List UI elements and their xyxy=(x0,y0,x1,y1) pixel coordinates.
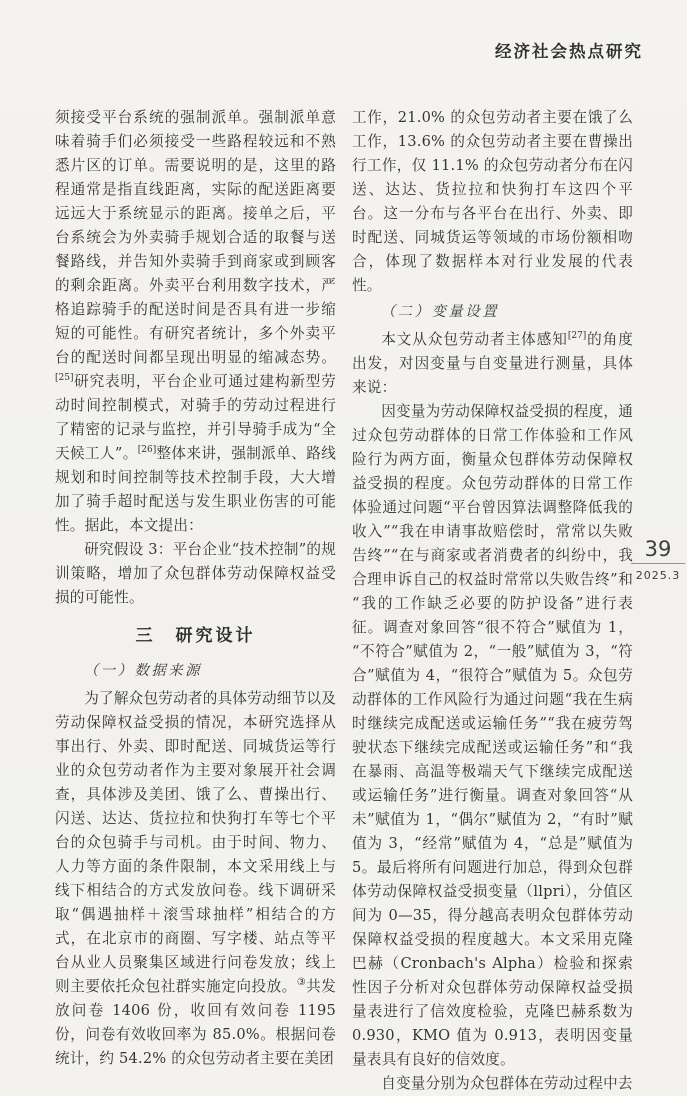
subsection-heading-variables: （二）变量设置 xyxy=(380,304,500,320)
subsection-heading-data-source: （一）数据来源 xyxy=(83,663,203,679)
paragraph-text: 本文从众包劳动者主体感知 xyxy=(381,331,568,348)
margin-divider xyxy=(631,563,685,564)
page-number: 39 xyxy=(644,537,672,561)
paragraph xyxy=(352,328,633,400)
paragraph xyxy=(55,687,336,1071)
paragraph: 因变量为劳动保障权益受损的程度，通过众包劳动群体的日常工作体验和工作风险行为两方面，衡量众包群体劳动保障权益受损的程度。众包劳动群体的日常工作体验通过问题“平台曾因算法调整降低我的收入”“我在申请事故赔偿时，常常以失败告终”“在与商家或者消费者的纠纷中，我合理申诉自己的权益时常常以失败告终”和“我的工作缺乏必要的防护设备”进行表征。调查对象回答“很不符合”赋值为 1，“不符合”赋值为 2，“一般”赋值为 3，“符合”赋值为 4，“很符合”赋值为 5。众包劳动群体的工作风险行为通过问题“我在生病时继续完成配送或运输任务”“我在疲劳驾驶状态下继续完成配送或运输任务”和“我在暴雨、高温等极端天气下继续完成配送或运输任务”进行衡量。调查对象回答“从未”赋值为 1，“偶尔”赋值为 2，“有时”赋值为 3，“经常”赋值为 4，“总是”赋值为 5。最后将所有问题进行加总，得到众包群体劳动保障权益受损变量（llpri），分值区间为 0—35，得分越高表明众包群体劳动保障权益受损的程度越大。本文采用克隆巴赫（Cronbach's Alpha）检验和探索性因子分析对众包群体劳动保障权益受损量表进行了信效度检验，克隆巴赫系数为 0.930，KMO 值为 0.913，表明因变量量表具有良好的信效度。 xyxy=(352,403,633,1068)
paragraph-text: 共发放问卷 1406 份，收回有效问卷 1195 份，问卷有效收回率为 85.0%。根据问卷统计，约 54.2% 的众包劳动者主要在美团 xyxy=(55,978,337,1067)
footnote-marker: ③ xyxy=(296,977,307,989)
citation-ref-25: [25] xyxy=(55,373,74,384)
paragraph-text: 须接受平台系统的强制派单。强制派单意味着骑手们必须接受一些路程较远和不熟悉片区的订单。需要说明的是，这里的路程通常是指直线距离，实际的配送距离要远远大于系统显示的距离。接单之后，平台系统会为外卖骑手规划合适的取餐与送餐路线，并告知外卖骑手到商家或到顾客的剩余距离。外卖平台利用数字技术，严格追踪骑手的配送时间是否具有进一步缩短的可能性。有研究者统计，多个外卖平台的配送时间都呈现出明显的缩减态势。 xyxy=(55,109,336,366)
issue-number: 2025.3 xyxy=(635,569,681,582)
citation-ref-27: [27] xyxy=(567,331,587,342)
running-header: 经济社会热点研究 xyxy=(495,42,643,61)
left-column xyxy=(55,106,336,1096)
paragraph-text: 研究表明，平台企业可通过建构新型劳动时间控制模式，对骑手的劳动过程进行了精密的记录与监控，并引导骑手成为“全天候工人”。 xyxy=(55,373,336,462)
page-margin-block xyxy=(631,537,685,582)
paragraph-text: 整体来讲，强制派单、路线规划和时间控制等技术控制手段，大大增加了骑手超时配送与发生职业伤害的可能性。据此，本文提出： xyxy=(55,445,336,534)
paragraph: 工作，21.0% 的众包劳动者主要在饿了么工作，13.6% 的众包劳动者主要在曹操出行工作，仅 11.1% 的众包劳动者分布在闪送、达达、货拉拉和快狗打车这四个平台。这一分布与各平台在出行、外卖、即时配送、同城货运等领域的市场份额相吻合，体现了数据样本对行业发展的代表性。 xyxy=(352,109,633,294)
section-heading: 三 研究设计 xyxy=(135,626,256,646)
citation-ref-26: [26] xyxy=(137,445,157,456)
paragraph xyxy=(55,106,336,538)
paragraph: 自变量分别为众包群体在劳动过程中去 xyxy=(381,1075,633,1092)
hypothesis-paragraph: 研究假设 3：平台企业“技术控制”的规训策略，增加了众包群体劳动保障权益受损的可能性。 xyxy=(55,541,336,606)
two-column-body xyxy=(55,106,633,1096)
paragraph-text: 的角度出发，对因变量与自变量进行测量，具体来说： xyxy=(352,331,633,396)
paragraph-text: 为了解众包劳动者的具体劳动细节以及劳动保障权益受损的情况，本研究选择从事出行、外卖、即时配送、同城货运等行业的众包劳动者作为主要对象展开社会调查，具体涉及美团、饿了么、曹操出行、闪送、达达、货拉拉和快狗打车等七个平台的众包骑手与司机。由于时间、物力、人力等方面的条件限制，本文采用线上与线下相结合的方式发放问卷。线下调研采取“偶遇抽样＋滚雪球抽样”相结合的方式，在北京市的商圈、写字楼、站点等平台从业人员聚集区域进行问卷发放；线上则主要依托众包社群实施定向投放。 xyxy=(55,690,336,995)
right-column xyxy=(352,106,633,1096)
